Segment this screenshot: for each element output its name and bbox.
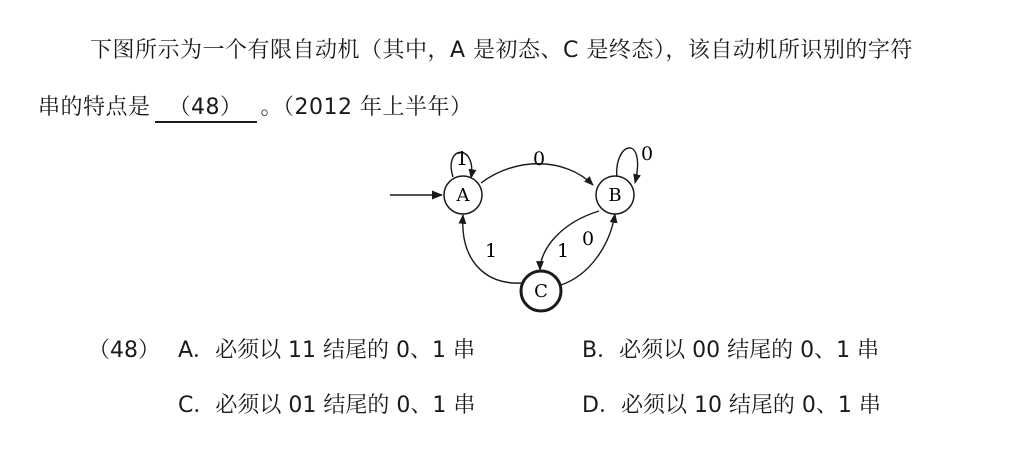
question-line-1: 下图所示为一个有限自动机（其中，A 是初态、C 是终态），该自动机所识别的字符 bbox=[90, 38, 913, 63]
option-a[interactable] bbox=[178, 333, 475, 364]
question-line-2 bbox=[38, 90, 473, 123]
finite-automaton-diagram bbox=[385, 135, 675, 325]
question-suffix: 。（2012 年上半年） bbox=[260, 95, 473, 120]
option-c-letter: C． bbox=[178, 393, 216, 418]
transition-c-b-label: 0 bbox=[582, 228, 595, 250]
option-a-letter: A． bbox=[178, 338, 216, 363]
transition-a-b-label: 0 bbox=[533, 148, 546, 170]
transition-b-c-label: 1 bbox=[557, 240, 570, 262]
transition-c-a-label: 1 bbox=[485, 240, 498, 262]
option-a-text: 必须以 11 结尾的 0、1 串 bbox=[215, 338, 476, 363]
state-b-label: B bbox=[608, 185, 622, 206]
state-c-label: C bbox=[534, 281, 548, 302]
option-d-letter: D． bbox=[582, 393, 621, 418]
transition-a-a-label: 1 bbox=[456, 148, 469, 170]
answer-blank: （48） bbox=[155, 95, 257, 123]
option-d[interactable] bbox=[582, 388, 881, 419]
option-b[interactable] bbox=[582, 333, 879, 364]
state-a-label: A bbox=[456, 185, 470, 206]
option-d-text: 必须以 10 结尾的 0、1 串 bbox=[620, 393, 881, 418]
transition-b-b-label: 0 bbox=[641, 143, 654, 165]
option-b-letter: B． bbox=[582, 338, 620, 363]
option-c[interactable] bbox=[178, 388, 475, 419]
option-b-text: 必须以 00 结尾的 0、1 串 bbox=[619, 338, 880, 363]
question-prefix: 串的特点是 bbox=[38, 95, 151, 120]
option-c-text: 必须以 01 结尾的 0、1 串 bbox=[215, 393, 476, 418]
question-number: （48） bbox=[88, 338, 160, 363]
